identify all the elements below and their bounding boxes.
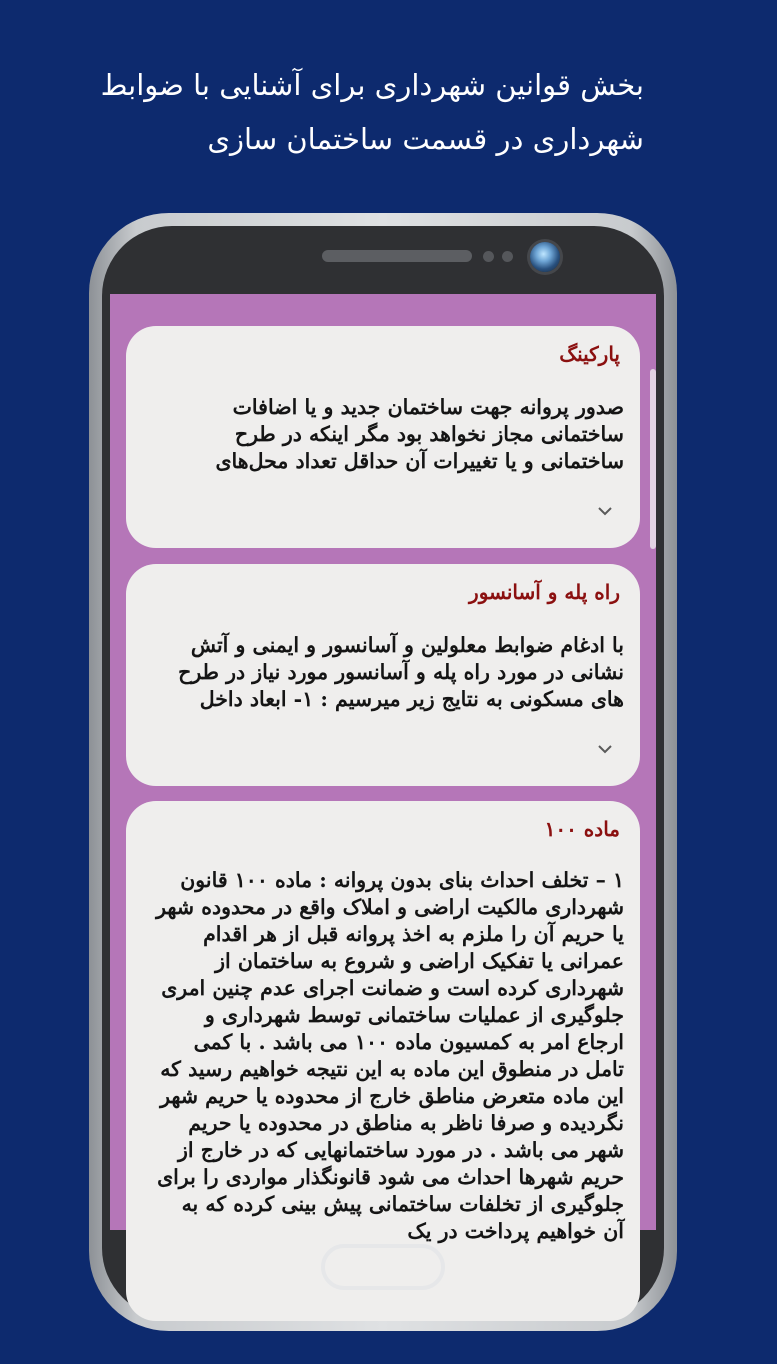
headline-line-1: بخش قوانین شهرداری برای آشنایی با ضوابط	[100, 68, 644, 102]
proximity-sensor	[483, 251, 494, 262]
chevron-down-icon[interactable]	[596, 740, 614, 758]
card-body: با ادغام ضوابط معلولین و آسانسور و ایمنی و آتش نشانی در مورد راه پله و آسانسور مورد نیاز در طرح های مسکونی به نتایج زیر میرسیم : ۱- ابعاد داخل	[178, 633, 624, 711]
promo-headline	[60, 58, 644, 166]
card-article-100[interactable]	[126, 801, 640, 1321]
card-stairs-elevator[interactable]	[126, 564, 640, 786]
headline-line-2: شهرداری در قسمت ساختمان سازی	[207, 122, 644, 156]
card-title: راه پله و آسانسور	[469, 580, 620, 604]
scrollbar[interactable]	[650, 369, 656, 549]
app-screen	[110, 294, 656, 1243]
card-body: صدور پروانه جهت ساختمان جدید و یا اضافات ساختمانی مجاز نخواهد بود مگر اینکه در طرح ساختمانی و یا تغییرات آن حداقل تعداد محل‌های	[215, 395, 624, 473]
earpiece-speaker	[322, 250, 472, 262]
card-title: پارکینگ	[559, 342, 620, 366]
light-sensor	[502, 251, 513, 262]
card-body: ۱ – تخلف احداث بنای بدون پروانه : ماده ۱۰۰ قانون شهرداری مالکیت اراضی و املاک واقع در محدوده شهر یا حریم آن را ملزم به اخذ پروانه قبل از هر اقدام عمرانی یا تفکیک اراضی و شروع به ساختمان از شهرداری کرده است و ضمانت اجرای عدم چنین امری جلوگیری از عملیات ساختمانی توسط شهرداری و ارجاع امر به کمسیون ماده ۱۰۰ می باشد . با کمی تامل در منطوق این ماده به این نتیجه خواهیم رسید که این ماده متعرض مناطق خارج از محدوده یا حریم شهر نگردیده و صرفا ناظر به مناطق در محدوده یا حریم شهر می باشد . در مورد ساختمانهایی که در خارج از حریم شهرها احداث می شود قانونگذار مواردی را برای جلوگیری از تخلفات ساختمانی پیش بینی کرده که به آن خواهیم پرداخت در یک	[156, 868, 624, 1243]
card-parking[interactable]	[126, 326, 640, 548]
home-button[interactable]	[321, 1244, 445, 1290]
card-title: ماده ۱۰۰	[544, 817, 620, 841]
front-camera-icon	[530, 242, 560, 272]
chevron-down-icon[interactable]	[596, 502, 614, 520]
